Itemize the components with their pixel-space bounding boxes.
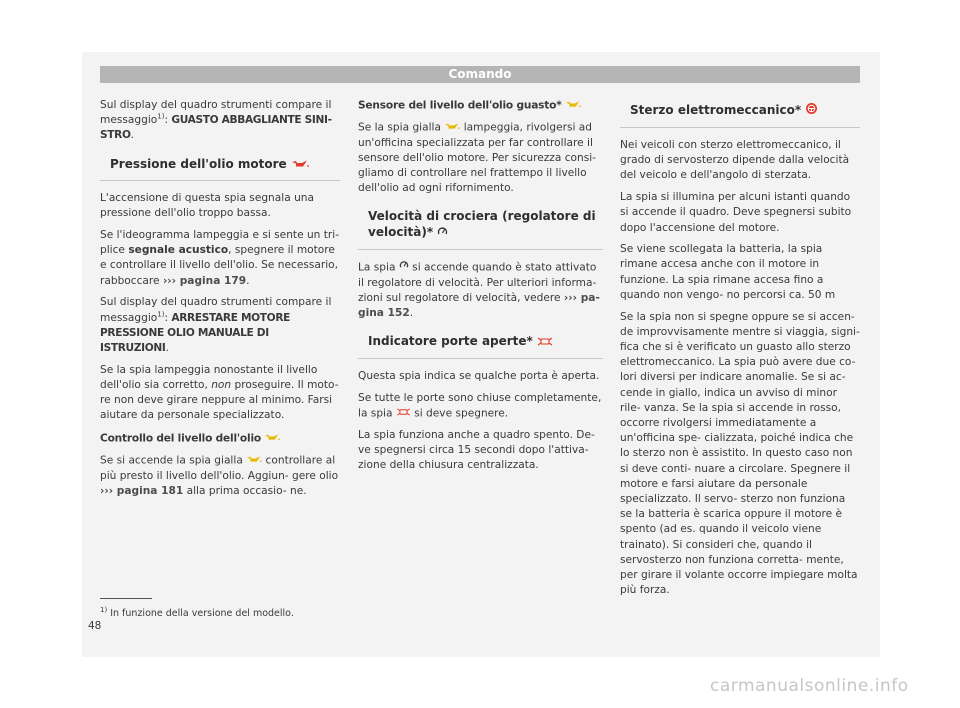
page-link-179[interactable]: ››› pagina 179 — [162, 274, 247, 287]
oil-sensor-p1: Se la spia gialla lampeggia, rivolgersi ad un'officina specializzata per far controllare il sensore dell'olio motore. Per sicurezza consi- gliamo di controllare nel frattempo il livello dell'olio ad ogni rifornimento. — [358, 121, 597, 195]
oil-pressure-p1: L'accensione di questa spia segnala una pressione dell'olio troppo bassa. — [100, 192, 314, 220]
oil-can-icon — [291, 156, 309, 172]
page-header: Comando — [100, 66, 860, 83]
steering-p1: Nei veicoli con sterzo elettromeccanico, il grado di servosterzo dipende dalla velocità del veicolo e dell'angolo di sterzata. — [620, 139, 850, 182]
doors-p3: La spia funziona anche a quadro spento. De- ve spegnersi circa 15 secondi dopo l'attiva- zione della chiusura centralizzata. — [358, 429, 595, 472]
steering-icon — [805, 102, 818, 119]
oil-can-icon — [565, 98, 581, 113]
door-open-icon — [396, 406, 411, 421]
cruise-control-p1: La spia si accende quando è stato attivato il regolatore di velocità. Per ulteriori informa- zioni sul regolatore di velocità, vedere ››› pa- gina 152. — [358, 261, 600, 320]
column-1 — [100, 98, 340, 506]
cruise-control-icon — [437, 225, 448, 241]
watermark: carmanualsonline.info — [710, 676, 909, 696]
column-2 — [358, 98, 603, 480]
oil-pressure-p3: Sul display del quadro strumenti compare il messaggio$^{1)}$: ARRESTARE MOTORE PRESSIONE OLIO MANUALE DI ISTRUZIONI. — [100, 296, 332, 354]
oil-pressure-p4: Se la spia lampeggia nonostante il livello dell'olio sia corretto, non proseguire. Il moto- re non deve girare neppure al minimo. Farsi aiutare da personale specializzato. — [100, 363, 339, 422]
column-3 — [620, 98, 860, 605]
steering-p4: Se la spia non si spegne oppure se si accen- de improvvisamente mentre si viaggia, signi- fica che si è verificato un guasto allo sterzo elettromeccanico. La spia può avere due co- lori diversi per indicare anomalie. Se si ac- cende in giallo, indica un avviso di minor rile- vanza. Se la spia si accende in rosso, occorre rivolgersi immediatamente a un'officina spe- cializzata, poiché indica che lo sterzo non è assistito. In questo caso non si deve conti- nuare a circolare. Spegnere il motore e farsi aiutare da personale specializzato. Il servo- sterzo non funziona se la batteria è scarica oppure il motore è spento (ad es. quando il veicolo viene trainato). Si consideri che, quando il servosterzo non funziona corretta- mente, per girare il volante occorre impiegare molta più forza. — [620, 310, 860, 597]
oil-can-icon — [246, 453, 262, 468]
oil-can-icon — [444, 120, 460, 135]
doors-p2: Se tutte le porte sono chiuse completamente, la spia si deve spegnere. — [358, 391, 602, 420]
door-open-icon — [537, 334, 553, 350]
oil-pressure-p2: Se l'ideogramma lampeggia e si sente un tri- plice segnale acustico, spegnere il motore e controllare il livello dell'olio. Se necessario, rabboccare ››› pagina 179. — [100, 229, 340, 287]
subheading-oil-level: Controllo del livello dell'olio — [100, 431, 340, 447]
page-link-152[interactable]: ››› pa- gina 152 — [358, 291, 600, 320]
oil-level-p1: Se si accende la spia gialla controllare al più presto il livello dell'olio. Aggiun- gere olio ››› pagina 181 alla prima occasio- ne. — [100, 454, 339, 498]
section-heading-cruise-control: Velocità di crociera (regolatore di velocità)* — [358, 204, 603, 250]
section-heading-doors-open: Indicatore porte aperte* — [358, 329, 603, 359]
page-link-181[interactable]: ››› pagina 181 — [100, 485, 184, 498]
footnote-rule — [100, 598, 152, 599]
section-heading-oil-pressure: Pressione dell'olio motore — [100, 152, 340, 182]
subheading-oil-sensor: Sensore del livello dell'olio guasto* — [358, 98, 603, 114]
page-number: 48 — [88, 620, 102, 632]
section-heading-steering: Sterzo elettromeccanico* — [620, 98, 860, 128]
doors-p1: Questa spia indica se qualche porta è aperta. — [358, 369, 600, 382]
steering-p3: Se viene scollegata la batteria, la spia rimane accesa anche con il motore in funzione. La spia rimane accesa fino a quando non vengo- no percorsi ca. 50 m — [620, 243, 836, 301]
steering-p2: La spia si illumina per alcuni istanti quando si accende il quadro. Deve spegnersi subito dopo l'accensione del motore. — [620, 191, 852, 234]
cruise-control-icon — [399, 260, 409, 275]
footnote: $^{1)}$ In funzione della versione del modello. — [100, 605, 294, 619]
intro-paragraph: Sul display del quadro strumenti compare il messaggio$^{1)}$: GUASTO ABBAGLIANTE SINI- STRO. — [100, 99, 332, 142]
oil-can-icon — [264, 431, 280, 446]
